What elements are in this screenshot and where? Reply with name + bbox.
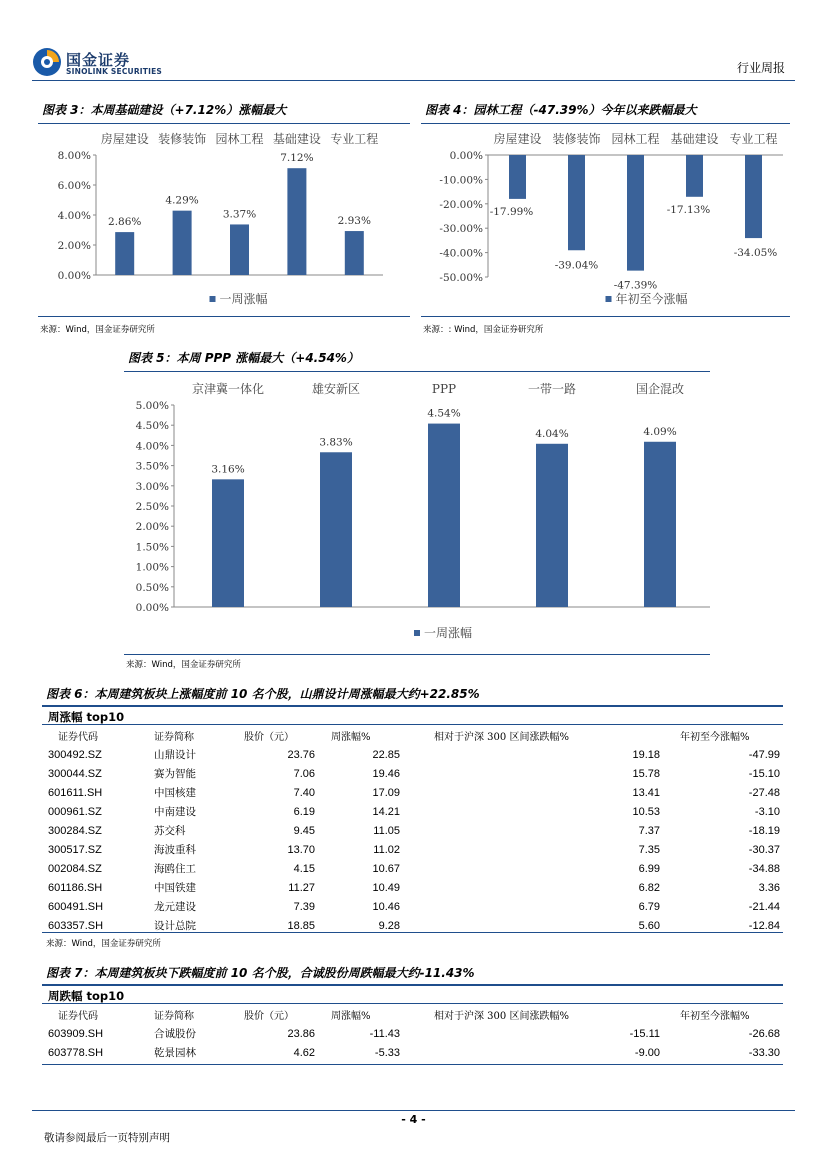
cell-code: 601186.SH	[48, 881, 103, 894]
y-tick-label: 3.50%	[135, 460, 169, 473]
figure-4-top-rule	[421, 123, 790, 124]
bar	[644, 442, 676, 607]
data-label: -34.05%	[733, 247, 778, 260]
y-tick-label: 4.50%	[135, 420, 169, 433]
cell-ytd-change: -27.48	[748, 786, 780, 799]
table-6-subtitle: 周涨幅 top10	[48, 710, 125, 724]
cell-name: 赛为智能	[154, 768, 196, 780]
cell-code: 603909.SH	[48, 1027, 104, 1040]
bar	[287, 168, 306, 275]
y-tick-label: 4.00%	[135, 440, 169, 453]
logo-icon	[32, 47, 62, 77]
table-header-row	[44, 1005, 784, 1024]
cell-name: 乾景园林	[154, 1047, 196, 1059]
cell-name: 中国铁建	[154, 882, 196, 894]
category-label: 基础建设	[272, 132, 321, 146]
cell-ytd-change: -30.37	[748, 843, 780, 856]
cell-week-change: 11.02	[373, 843, 400, 856]
table-7-bottom-rule	[42, 1064, 783, 1065]
cell-name: 中国核建	[154, 787, 196, 799]
table-row	[44, 764, 784, 783]
cell-ytd-change: -21.44	[748, 900, 780, 913]
y-tick-label: 2.00%	[57, 240, 91, 252]
y-tick-label: 0.50%	[135, 581, 169, 594]
cell-week-change: 9.28	[378, 919, 400, 932]
table-6-source: 来源：Wind，国金证券研究所	[46, 939, 161, 949]
y-tick-label: 8.00%	[57, 150, 91, 162]
header-week-change: 周涨幅%	[331, 732, 371, 743]
figure-3-source: 来源：Wind，国金证券研究所	[40, 325, 155, 335]
data-label: -17.99%	[489, 205, 534, 218]
cell-week-change: 22.85	[372, 748, 400, 761]
cell-price: 4.62	[293, 1046, 315, 1059]
bar	[428, 424, 460, 607]
cell-ytd-change: -26.68	[748, 1027, 780, 1040]
cell-relative-change: -15.11	[629, 1027, 660, 1040]
table-6	[44, 726, 784, 935]
cell-name: 中南建设	[154, 806, 196, 818]
cell-price: 9.45	[293, 824, 315, 837]
figure-4-caption: 图表 4：园林工程（-47.39%）今年以来跌幅最大	[425, 103, 697, 117]
bar	[230, 224, 249, 275]
cell-ytd-change: -18.19	[748, 824, 780, 837]
logo-subtitle: SINOLINK SECURITIES	[66, 67, 163, 76]
y-tick-label: 5.00%	[135, 400, 169, 412]
cell-price: 13.70	[287, 843, 315, 856]
table-row	[44, 745, 784, 764]
table-6-top-rule	[42, 705, 783, 707]
table-row	[44, 1043, 784, 1062]
table-row	[44, 840, 784, 859]
data-label: -39.04%	[554, 259, 599, 272]
header	[0, 0, 827, 90]
cell-ytd-change: -47.99	[748, 748, 780, 761]
data-label: 4.54%	[427, 407, 461, 420]
legend-label: 年初至今涨幅	[615, 292, 688, 306]
cell-code: 000961.SZ	[48, 805, 102, 818]
table-7-top-rule	[42, 984, 783, 986]
category-label: 一带一路	[527, 382, 577, 396]
bar	[509, 155, 526, 199]
figure-5-caption: 图表 5：本周 PPP 涨幅最大（+4.54%）	[128, 351, 359, 365]
data-label: 2.93%	[337, 215, 371, 228]
data-label: 4.04%	[535, 427, 569, 440]
header-relative-change: 相对于沪深 300 区间涨跌幅%	[434, 732, 569, 743]
legend-swatch	[210, 296, 216, 302]
data-label: 4.29%	[165, 194, 199, 207]
category-label: 国企混改	[635, 382, 685, 396]
cell-week-change: 19.46	[372, 767, 400, 780]
cell-price: 7.39	[293, 900, 315, 913]
figure-5-source: 来源：Wind，国金证券研究所	[126, 660, 241, 670]
cell-ytd-change: -15.10	[748, 767, 780, 780]
cell-relative-change: 7.37	[638, 824, 660, 837]
cell-week-change: -11.43	[369, 1027, 400, 1040]
figure-3-caption: 图表 3：本周基础建设（+7.12%）涨幅最大	[42, 103, 287, 117]
y-tick-label: -10.00%	[439, 174, 483, 187]
data-label: 3.37%	[222, 208, 257, 221]
y-tick-label: -40.00%	[439, 247, 483, 260]
cell-week-change: 10.46	[372, 900, 400, 913]
cell-relative-change: 13.41	[632, 786, 660, 799]
table-6-bottom-rule	[42, 932, 783, 933]
cell-price: 6.19	[293, 805, 315, 818]
category-label: 房屋建设	[493, 132, 542, 146]
header-name: 证券简称	[154, 1011, 194, 1022]
cell-price: 18.85	[287, 919, 315, 932]
table-row	[44, 783, 784, 802]
category-label: PPP	[431, 382, 457, 396]
table-row	[44, 802, 784, 821]
category-label: 园林工程	[215, 132, 264, 146]
header-relative-change: 相对于沪深 300 区间涨跌幅%	[434, 1011, 569, 1022]
cell-ytd-change: -12.84	[748, 919, 780, 932]
cell-price: 4.15	[293, 862, 315, 875]
cell-relative-change: 7.35	[638, 843, 660, 856]
bar	[320, 452, 352, 607]
cell-name: 合诚股份	[154, 1028, 196, 1040]
cell-price: 11.27	[288, 881, 315, 894]
y-tick-label: 1.00%	[135, 561, 169, 574]
data-label: 4.09%	[643, 425, 677, 438]
figure-5-top-rule	[124, 371, 710, 372]
table-row	[44, 1024, 784, 1043]
legend-label: 一周涨幅	[424, 626, 473, 640]
bar	[568, 155, 585, 250]
cell-price: 7.40	[293, 786, 315, 799]
legend-swatch	[414, 630, 420, 636]
data-label: -17.13%	[666, 203, 711, 216]
table-row	[44, 897, 784, 916]
category-label: 专业工程	[330, 132, 379, 146]
cell-code: 300044.SZ	[48, 767, 102, 780]
header-code: 证券代码	[58, 1011, 98, 1022]
category-label: 基础建设	[670, 132, 719, 146]
data-label: 2.86%	[108, 216, 142, 229]
table-6-header-rule	[42, 724, 783, 725]
y-tick-label: 3.00%	[135, 480, 169, 493]
bar	[345, 231, 364, 275]
table-row	[44, 878, 784, 897]
report-type: 行业周报	[737, 61, 786, 75]
cell-week-change: 11.05	[373, 824, 400, 837]
table-7	[44, 1005, 784, 1062]
bar	[115, 232, 134, 275]
cell-price: 23.76	[287, 748, 315, 761]
y-tick-label: 0.00%	[57, 270, 91, 282]
cell-relative-change: -9.00	[634, 1046, 660, 1059]
header-rule	[32, 80, 795, 81]
bar	[536, 444, 568, 607]
table-7-caption: 图表 7：本周建筑板块下跌幅度前 10 名个股，合诚股份周跌幅最大约-11.43%	[46, 966, 475, 980]
cell-code: 603778.SH	[48, 1046, 104, 1059]
figure-4-source: 来源：: Wind，国金证券研究所	[423, 325, 544, 335]
category-label: 园林工程	[611, 132, 660, 146]
y-tick-label: -30.00%	[439, 223, 483, 236]
cell-code: 300492.SZ	[48, 748, 102, 761]
cell-relative-change: 6.82	[638, 881, 660, 894]
cell-week-change: 10.67	[372, 862, 400, 875]
y-tick-label: -20.00%	[439, 198, 483, 211]
cell-week-change: 14.21	[372, 805, 400, 818]
logo-name: 国金证券	[66, 51, 131, 69]
figure-3-chart	[38, 125, 410, 315]
cell-code: 002084.SZ	[48, 862, 102, 875]
figure-5-chart	[124, 373, 710, 651]
cell-relative-change: 19.18	[632, 748, 660, 761]
y-tick-label: 0.00%	[135, 602, 169, 614]
header-price: 股价（元）	[244, 732, 294, 743]
figure-3-top-rule	[38, 123, 410, 124]
bar	[173, 211, 192, 275]
y-tick-label: 1.50%	[135, 541, 169, 554]
bar	[745, 155, 762, 238]
table-header-row	[44, 726, 784, 745]
cell-week-change: -5.33	[374, 1046, 400, 1059]
page-number: - 4 -	[401, 1113, 426, 1126]
category-label: 房屋建设	[100, 132, 149, 146]
table-6-caption: 图表 6：本周建筑板块上涨幅度前 10 名个股，山鼎设计周涨幅最大约+22.85%	[46, 687, 480, 701]
cell-price: 7.06	[293, 767, 315, 780]
cell-price: 23.86	[287, 1027, 315, 1040]
header-week-change: 周涨幅%	[331, 1011, 371, 1022]
header-code: 证券代码	[58, 732, 98, 743]
category-label: 装修装饰	[552, 132, 601, 146]
cell-name: 山鼎设计	[154, 749, 196, 761]
figure-3-bottom-rule	[38, 316, 410, 317]
cell-week-change: 10.49	[372, 881, 400, 894]
cell-name: 龙元建设	[154, 901, 196, 913]
header-ytd-change: 年初至今涨幅%	[680, 1011, 750, 1022]
category-label: 装修装饰	[158, 132, 207, 146]
cell-ytd-change: 3.36	[758, 881, 780, 894]
header-name: 证券简称	[154, 732, 194, 743]
bar	[212, 479, 244, 607]
y-tick-label: -50.00%	[439, 272, 483, 284]
legend-swatch	[606, 296, 612, 302]
cell-ytd-change: -3.10	[754, 805, 780, 818]
cell-name: 设计总院	[154, 920, 196, 932]
figure-5-bottom-rule	[124, 654, 710, 655]
bar	[627, 155, 644, 271]
figure-4-bottom-rule	[421, 316, 790, 317]
table-7-header-rule	[42, 1003, 783, 1004]
header-ytd-change: 年初至今涨幅%	[680, 732, 750, 743]
y-tick-label: 4.00%	[57, 210, 91, 222]
y-tick-label: 0.00%	[449, 150, 483, 162]
cell-code: 600491.SH	[48, 900, 104, 913]
figure-4-chart	[421, 125, 790, 315]
cell-week-change: 17.09	[372, 786, 400, 799]
cell-ytd-change: -33.30	[748, 1046, 780, 1059]
category-label: 京津冀一体化	[191, 382, 265, 396]
data-label: -47.39%	[613, 279, 658, 292]
cell-code: 601611.SH	[48, 786, 103, 799]
y-tick-label: 2.00%	[135, 521, 169, 534]
cell-relative-change: 6.99	[638, 862, 660, 875]
footer-disclaimer: 敬请参阅最后一页特别声明	[44, 1132, 170, 1144]
legend-label: 一周涨幅	[219, 292, 268, 306]
table-7-subtitle: 周跌幅 top10	[48, 989, 125, 1003]
cell-code: 300517.SZ	[48, 843, 102, 856]
table-row	[44, 859, 784, 878]
header-price: 股价（元）	[244, 1011, 294, 1022]
y-tick-label: 2.50%	[135, 501, 169, 513]
cell-name: 苏交科	[154, 825, 186, 837]
category-label: 专业工程	[729, 132, 778, 146]
cell-code: 300284.SZ	[48, 824, 102, 837]
cell-ytd-change: -34.88	[748, 862, 780, 875]
cell-relative-change: 15.78	[632, 767, 660, 780]
y-tick-label: 6.00%	[57, 180, 91, 192]
data-label: 3.83%	[319, 436, 353, 449]
data-label: 3.16%	[211, 463, 245, 476]
cell-name: 海波重科	[154, 844, 196, 856]
category-label: 雄安新区	[311, 382, 361, 396]
table-row	[44, 821, 784, 840]
cell-relative-change: 6.79	[638, 900, 660, 913]
data-label: 7.12%	[280, 152, 314, 165]
footer-rule	[32, 1110, 795, 1111]
cell-name: 海鸥住工	[154, 863, 196, 875]
cell-relative-change: 10.53	[632, 805, 660, 818]
bar	[686, 155, 703, 197]
cell-code: 603357.SH	[48, 919, 104, 932]
cell-relative-change: 5.60	[638, 919, 660, 932]
